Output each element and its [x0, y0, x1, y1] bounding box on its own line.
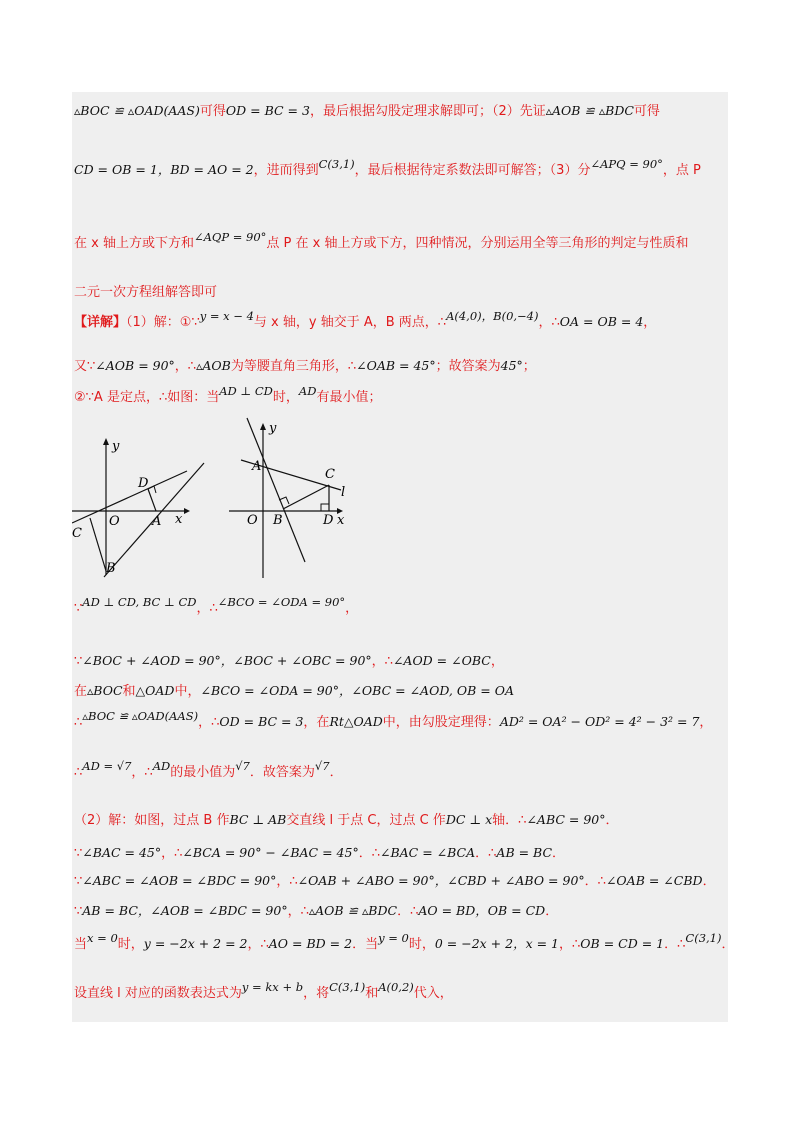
math-expression: y = kx + b [241, 980, 304, 994]
text-run: ②∵A 是定点，∴如图：当 [74, 390, 220, 405]
text-run: ，∴ [196, 601, 218, 616]
segment-ad [148, 489, 156, 511]
text-run: 有最小值； [316, 390, 382, 405]
text-run: 时， [272, 390, 299, 405]
math-expression: Rt△OAD [329, 714, 383, 729]
text-line [74, 230, 689, 252]
text-run: 中，由勾股定理得： [382, 715, 500, 730]
text-run: ，最后根据待定系数法即可解答；（3）分 [354, 163, 591, 178]
math-expression: x = 0 [87, 931, 118, 945]
math-expression: AO = BD，OB = CD [418, 903, 546, 918]
label-o: O [109, 514, 120, 529]
math-expression: CD = OB = 1，BD = AO = 2 [74, 162, 254, 177]
math-expression: ▵AOB ≌ ▵BDC [545, 103, 634, 118]
text-line [74, 384, 382, 406]
math-expression: ∠AOB = 90° [95, 358, 175, 373]
text-line [74, 284, 217, 301]
text-line [74, 595, 359, 617]
text-run: 交直线 l 于点 C，过点 C 作 [286, 813, 446, 828]
text-run: ，∴ [131, 765, 153, 780]
text-run: ，∴ [371, 654, 393, 669]
text-run: ，∴ [276, 874, 298, 889]
math-expression: ▵AOB [196, 358, 231, 373]
math-expression: AD ⊥ CD, BC ⊥ CD [82, 595, 197, 609]
text-run: ∵ [74, 601, 83, 616]
math-expression: y = −2x + 2 = 2 [143, 936, 248, 951]
label-y: y [269, 421, 277, 436]
math-expression: ∠BCO = ∠ODA = 90°，∠OBC = ∠AOD, OB = OA [200, 683, 514, 698]
text-run: 时， [117, 937, 144, 952]
text-line [74, 812, 619, 829]
text-line [74, 873, 716, 890]
label-a: A [252, 459, 262, 474]
text-run: ． [329, 765, 343, 780]
math-expression: y = x − 4 [199, 309, 254, 323]
math-expression: DC ⊥ x [445, 812, 493, 827]
segment-bc [90, 518, 106, 571]
math-expression: C(3,1) [685, 931, 722, 945]
text-line [74, 309, 657, 331]
math-expression: 45° [500, 358, 523, 373]
math-expression: ▵BOC ≌ ▵OAD(AAS) [74, 103, 200, 118]
math-expression: AB = BC [496, 845, 553, 860]
math-expression: A(4,0)，B(0,−4) [446, 309, 539, 323]
text-run: 设直线 l 对应的函数表达式为 [74, 986, 242, 1001]
math-expression: ▵BOC [87, 683, 123, 698]
text-run: ，将 [303, 986, 330, 1001]
math-expression: AB = BC，∠AOB = ∠BDC = 90° [82, 903, 288, 918]
text-run: 在 [74, 684, 88, 699]
y-axis-arrow [103, 438, 109, 445]
math-expression: ∠APQ = 90° [590, 157, 663, 171]
math-expression: ∠BCA = 90° − ∠BAC = 45° [182, 845, 359, 860]
text-run: 为等腰直角三角形，∴ [230, 359, 357, 374]
math-expression: C(3,1) [329, 980, 366, 994]
math-expression: BC ⊥ AB [229, 812, 287, 827]
y-axis-arrow [260, 423, 266, 430]
text-run: ； [522, 359, 536, 374]
math-expression: ∠ABC = 90° [526, 812, 606, 827]
text-run: ，在 [303, 715, 330, 730]
math-expression: AD [298, 384, 317, 398]
math-expression: OA = OB = 4 [559, 314, 644, 329]
text-line [74, 683, 514, 700]
figure-right [225, 410, 365, 585]
label-x: x [175, 512, 183, 527]
math-expression: ∠OAB + ∠ABO = 90°，∠CBD + ∠ABO = 90° [297, 873, 585, 888]
text-run: （2）解：如图，过点 B 作 [74, 813, 230, 828]
section-tag: 【详解】 [74, 315, 127, 330]
text-line [74, 845, 565, 862]
math-expression: ∠AOD = ∠OBC [392, 653, 491, 668]
text-run: ，∴ [161, 846, 183, 861]
math-expression: ∠BAC = 45° [82, 845, 162, 860]
text-run: 在 x 轴上方或下方和 [74, 236, 194, 251]
text-run: 时， [408, 937, 435, 952]
text-line [74, 903, 558, 920]
text-run: ∵ [74, 904, 83, 919]
text-run: ．∴ [397, 904, 419, 919]
text-run: 中， [174, 684, 201, 699]
text-run: ． [702, 874, 716, 889]
math-expression: ∠OAB = 45° [356, 358, 436, 373]
math-expression: 0 = −2x + 2，x = 1 [434, 936, 560, 951]
math-expression: ∠BCO = ∠ODA = 90° [217, 595, 346, 609]
text-run: ．∴ [664, 937, 686, 952]
math-expression: AD² = OA² − OD² = 4² − 3² = 7 [499, 714, 700, 729]
text-line [74, 980, 453, 1002]
math-expression: y = 0 [378, 931, 409, 945]
math-expression: ∠BAC = ∠BCA [379, 845, 476, 860]
math-expression: ∠OAB = ∠CBD [605, 873, 703, 888]
text-run: ．当 [352, 937, 379, 952]
math-expression: ▵AOB ≌ ▵BDC [308, 903, 398, 918]
label-y: y [112, 439, 120, 454]
math-expression: AD = √7 [82, 759, 132, 773]
text-run: 又∵ [74, 359, 96, 374]
text-run: 点 P 在 x 轴上方或下方，四种情况，分别运用全等三角形的判定与性质和 [266, 236, 689, 251]
math-expression: √7 [235, 759, 250, 773]
text-run: ，∴ [559, 937, 581, 952]
text-run: ，∴ [538, 315, 560, 330]
math-expression: OB = CD = 1 [580, 936, 665, 951]
math-expression: AD ⊥ CD [219, 384, 273, 398]
label-x: x [337, 513, 345, 528]
text-run: ∴ [74, 715, 83, 730]
text-run: ， [490, 654, 504, 669]
math-expression: ∠ABC = ∠AOB = ∠BDC = 90° [82, 873, 277, 888]
text-run: ． [545, 904, 559, 919]
text-run: ， [345, 601, 359, 616]
text-run: 和 [122, 684, 136, 699]
text-run: ∵ [74, 846, 83, 861]
text-run: ，最后根据勾股定理求解即可；（2）先证 [309, 104, 546, 119]
text-run: ．故答案为 [249, 765, 315, 780]
text-run: ．∴ [358, 846, 380, 861]
label-o: O [247, 513, 258, 528]
text-line [74, 358, 536, 375]
text-run: 代入， [413, 986, 453, 1001]
text-run: ∵ [74, 874, 83, 889]
text-run: ，∴ [247, 937, 269, 952]
label-b: B [273, 513, 283, 528]
math-expression: A(0,2) [378, 980, 414, 994]
line-cd [72, 471, 187, 523]
label-d: D [138, 476, 149, 491]
text-run: ，∴ [287, 904, 309, 919]
segment-bc [283, 485, 329, 509]
text-run: ．∴ [584, 874, 606, 889]
math-expression: △OAD [135, 683, 175, 698]
label-c: C [72, 526, 82, 541]
text-run: 可得 [199, 104, 226, 119]
text-run: ．∴ [475, 846, 497, 861]
text-run: 与 x 轴，y 轴交于 A，B 两点，∴ [253, 315, 447, 330]
math-expression: OD = BC = 3 [225, 103, 310, 118]
math-expression: C(3,1) [318, 157, 355, 171]
text-run: ， [699, 715, 713, 730]
math-expression: √7 [314, 759, 330, 773]
text-run: 的最小值为 [170, 765, 236, 780]
label-a: A [152, 514, 162, 529]
text-line [74, 759, 343, 781]
text-line [74, 709, 713, 731]
text-run: ，点 P [662, 163, 701, 178]
math-expression: AO = BD = 2 [268, 936, 353, 951]
text-run: 二元一次方程组解答即可 [74, 285, 218, 300]
text-run: ，进而得到 [253, 163, 319, 178]
text-run: ． [605, 813, 619, 828]
text-run: ∴ [74, 765, 83, 780]
text-line [74, 931, 735, 953]
label-l: l [341, 485, 346, 500]
text-run: ，∴ [198, 715, 220, 730]
text-run: ． [721, 937, 735, 952]
text-run: ，∴ [174, 359, 197, 374]
x-axis-arrow [184, 508, 190, 514]
math-expression: AD [152, 759, 171, 773]
text-run: 可得 [633, 104, 660, 119]
math-expression: ▵BOC ≌ ▵OAD(AAS) [82, 709, 199, 723]
math-expression: ∠BOC + ∠AOD = 90°，∠BOC + ∠OBC = 90° [82, 653, 372, 668]
label-b: B [106, 561, 116, 576]
text-run: 轴．∴ [492, 813, 527, 828]
label-c: C [325, 467, 335, 482]
text-run: （1）解：①∵ [126, 315, 200, 330]
math-expression: ∠AQP = 90° [193, 230, 267, 244]
text-line [74, 653, 504, 670]
math-expression: OD = BC = 3 [219, 714, 304, 729]
text-line [74, 157, 701, 179]
text-run: ∵ [74, 654, 83, 669]
text-run: 当 [74, 937, 88, 952]
text-run: ， [643, 315, 657, 330]
figure-left [72, 425, 212, 585]
line-ab [247, 418, 305, 562]
label-d: D [323, 513, 334, 528]
text-run: ． [552, 846, 566, 861]
text-run: ；故答案为 [435, 359, 501, 374]
right-angle-mark-d [321, 504, 329, 511]
text-run: 和 [365, 986, 379, 1001]
text-line [74, 103, 660, 120]
